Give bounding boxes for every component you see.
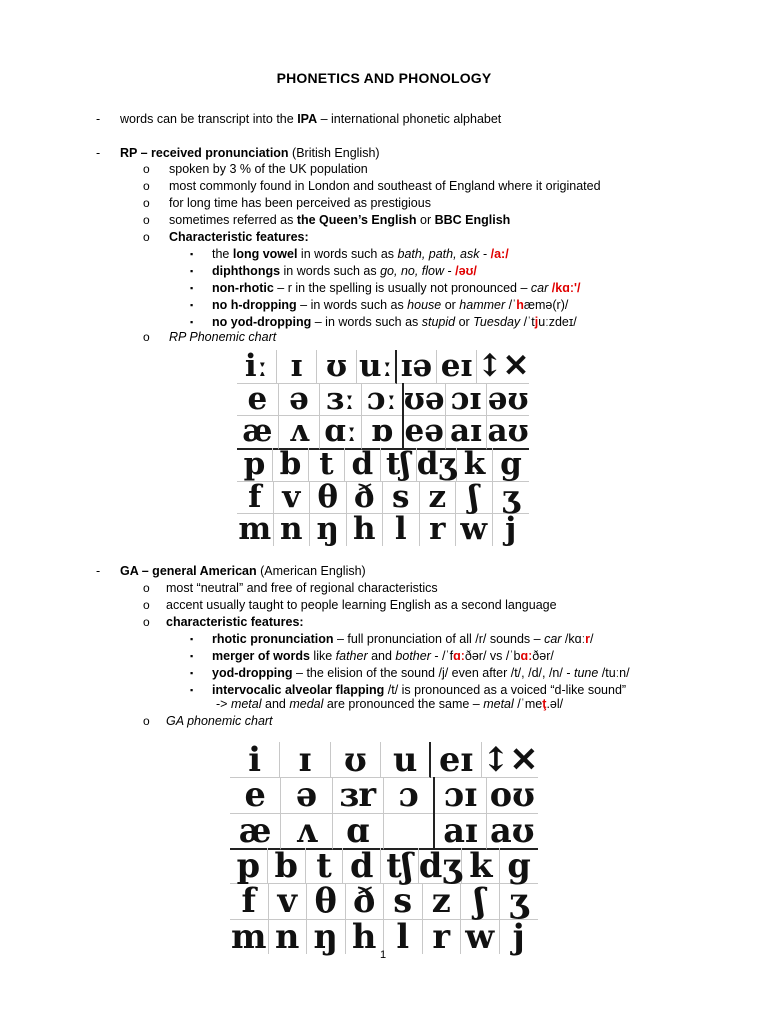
phoneme-symbol: əʊ [487, 380, 529, 417]
text: - /ˈf [430, 649, 454, 663]
ga-feature-1 [212, 631, 593, 648]
page-number: 1 [380, 949, 387, 961]
phoneme-symbol: w [461, 919, 500, 954]
phoneme-symbol: ŋ [310, 513, 347, 546]
chart-row [230, 809, 538, 850]
ga-phonemic-chart [230, 739, 538, 956]
text-bold: no yod-dropping [212, 315, 312, 329]
text: and [367, 649, 396, 663]
phoneme-symbol: θ [307, 883, 346, 919]
text-italic: metal [230, 697, 262, 711]
text-red: ɑː [453, 649, 465, 663]
text: /t/ is pronounced as a voiced “d-like sound” [384, 683, 627, 697]
phoneme-symbol: r [420, 513, 457, 546]
chart-row [237, 445, 529, 482]
phoneme-symbol: æ [237, 415, 279, 450]
text-red: /əʊ/ [455, 264, 477, 278]
phoneme-symbol: v [269, 883, 308, 919]
phoneme-symbol: ɜː [320, 383, 362, 417]
phoneme-symbol: ↕✕ [481, 739, 538, 779]
text-bold: BBC English [434, 213, 511, 227]
phoneme-symbol: z [423, 883, 462, 919]
text-italic: stupid [421, 315, 456, 329]
phoneme-symbol: j [512, 915, 525, 956]
phoneme-symbol: ɪə [397, 350, 437, 384]
text-red: /kɑː'/ [551, 281, 581, 295]
bullet-square: ▪ [190, 266, 194, 276]
text: /ˈ [505, 298, 517, 312]
ga-item-3: characteristic features: [166, 615, 304, 629]
phoneme-symbol: aɪ [446, 415, 488, 450]
phoneme-symbol: e [230, 777, 281, 813]
text-red: ţ [542, 697, 547, 711]
phoneme-symbol: ɒ [362, 415, 404, 450]
phoneme-symbol: e [237, 383, 279, 417]
rp-item-3: for long time has been perceived as prestigious [169, 196, 431, 210]
text-red: r [585, 632, 590, 646]
text: /tuːn/ [598, 666, 630, 680]
text-bold: long vowel [232, 247, 298, 261]
bullet-circle: o [143, 196, 150, 210]
text: /kɑː [561, 632, 586, 646]
bullet-dash: - [96, 146, 101, 160]
rp-item-2: most commonly found in London and southeast of England where it originated [169, 179, 601, 193]
bullet-dash: - [96, 112, 101, 126]
chart-row [237, 350, 529, 383]
phoneme-symbol: aʊ [487, 413, 529, 450]
phoneme-symbol: h [347, 513, 384, 546]
phoneme-symbol: θ [310, 481, 347, 515]
phoneme-symbol: z [420, 481, 457, 515]
bullet-circle: o [143, 162, 150, 176]
phoneme-symbol: t [309, 448, 345, 482]
bullet-circle: o [143, 213, 150, 227]
phoneme-symbol: v [274, 481, 311, 515]
bullet-circle: o [143, 714, 150, 728]
phoneme-symbol: ↕✕ [477, 348, 529, 384]
phoneme-symbol: ʊ [317, 350, 357, 384]
phoneme-symbol: p [230, 848, 268, 884]
text: – r in the spelling is usually not pronounced – [273, 281, 531, 295]
phoneme-symbol: oʊ [487, 777, 538, 813]
phoneme-symbol: eə [404, 413, 444, 450]
phoneme-symbol: tʃ [381, 848, 419, 884]
ga-heading-rest: (American English) [256, 564, 366, 578]
text: ðər/ vs /ˈb [464, 649, 521, 663]
phoneme-symbol: ɪ [280, 742, 330, 778]
text-italic: house [407, 298, 442, 312]
text-italic: father [335, 649, 368, 663]
text: /ˈt [520, 315, 535, 329]
text: or [441, 298, 460, 312]
bullet-circle: o [143, 230, 150, 244]
chart-row [230, 739, 538, 779]
phoneme-symbol: aɪ [435, 813, 486, 850]
phoneme-symbol: ɜr [333, 777, 384, 813]
rp-item-5: Characteristic features: [169, 230, 309, 244]
phoneme-symbol: uː [357, 350, 397, 384]
rp-item-4 [169, 212, 510, 229]
intro-line [120, 111, 501, 128]
text-bold: yod-dropping [212, 666, 293, 680]
phoneme-symbol: ʃ [456, 481, 493, 515]
phoneme-symbol: iː [237, 350, 277, 384]
phoneme-symbol: ɔ [384, 777, 435, 813]
bullet-square: ▪ [190, 300, 194, 310]
phoneme-symbol: ʌ [281, 813, 332, 850]
text: - [479, 247, 491, 261]
text-red: /a:/ [490, 247, 509, 261]
text: – full pronunciation of all /r/ sounds – [333, 632, 545, 646]
bullet-circle: o [143, 581, 150, 595]
text-italic: bath, path, ask [397, 247, 480, 261]
text-italic: go, no, flow [380, 264, 445, 278]
phoneme-symbol: g [493, 448, 529, 482]
phoneme-symbol: ð [347, 481, 384, 515]
ga-chart-label: GA phonemic chart [166, 714, 273, 728]
phoneme-symbol: m [231, 915, 267, 956]
text-italic: car [530, 281, 549, 295]
phoneme-symbol: f [230, 883, 269, 919]
text-red: h [516, 298, 524, 312]
text: æmə(r)/ [523, 298, 569, 312]
text: in words such as [280, 264, 381, 278]
intro-text-a: words can be transcript into the [120, 112, 298, 126]
phoneme-symbol: ə [279, 383, 321, 417]
phoneme-symbol: n [269, 919, 308, 954]
bullet-square: ▪ [190, 249, 194, 259]
ga-item-1: most “neutral” and free of regional characteristics [166, 581, 438, 595]
intro-ipa: IPA [297, 112, 318, 126]
bullet-square: ▪ [190, 317, 194, 327]
phoneme-symbol: p [237, 448, 273, 482]
phoneme-symbol: ʒ [493, 481, 530, 515]
text: .əl/ [546, 697, 564, 711]
text-bold: the Queen’s English [296, 213, 417, 227]
text-bold: non-rhotic [212, 281, 274, 295]
ga-feature-2 [212, 648, 554, 665]
text: are pronounced the same – [323, 697, 484, 711]
text: in words such as [297, 247, 398, 261]
phoneme-symbol: b [273, 448, 309, 482]
text-italic: tune [573, 666, 599, 680]
rp-feature-1 [212, 246, 509, 263]
phoneme-symbol: b [268, 848, 306, 884]
phoneme-symbol: h [346, 919, 385, 954]
ga-item-2: accent usually taught to people learning English as a second language [166, 598, 557, 612]
phoneme-symbol: m [237, 513, 274, 546]
text: – in words such as [296, 298, 408, 312]
phoneme-symbol: ŋ [307, 919, 346, 954]
phoneme-symbol: ð [346, 883, 385, 919]
text: -> [216, 697, 231, 711]
bullet-dash: - [96, 564, 101, 578]
text: uːzdeɪ/ [538, 315, 577, 329]
phoneme-symbol: l [384, 919, 423, 954]
phoneme-symbol: ʊə [403, 380, 445, 417]
rp-chart-label: RP Phonemic chart [169, 330, 277, 344]
phoneme-symbol: ə [281, 777, 332, 813]
bullet-square: ▪ [190, 283, 194, 293]
text-italic: medal [289, 697, 324, 711]
phoneme-symbol: f [237, 481, 274, 515]
text: or [455, 315, 474, 329]
text-bold: diphthongs [212, 264, 281, 278]
text-italic: bother [395, 649, 431, 663]
bullet-square: ▪ [190, 634, 194, 644]
ga-heading-bold: GA – general American [120, 564, 257, 578]
phoneme-symbol: dʒ [418, 844, 462, 885]
text-bold: no h-dropping [212, 298, 297, 312]
rp-phonemic-chart [237, 350, 529, 546]
ga-feature-3 [212, 665, 630, 682]
rp-heading-bold: RP – received pronunciation [120, 146, 289, 160]
rp-feature-3 [212, 280, 580, 297]
phoneme-symbol: æ [230, 813, 281, 850]
text: - [444, 264, 456, 278]
chart-row [237, 415, 529, 448]
phoneme-symbol: k [462, 848, 500, 884]
chart-row [237, 513, 529, 546]
phoneme-symbol: ɑː [320, 415, 362, 450]
phoneme-symbol: ɪ [277, 350, 317, 384]
phoneme-symbol: ɔː [362, 383, 404, 417]
rp-feature-4 [212, 297, 568, 314]
phoneme-symbol: ɔɪ [446, 383, 488, 417]
text: / [589, 632, 594, 646]
bullet-square: ▪ [190, 651, 194, 661]
rp-heading-rest: (British English) [288, 146, 380, 160]
phoneme-symbol: ʊ [331, 742, 381, 778]
text-italic: car [544, 632, 562, 646]
phoneme-symbol: ʃ [461, 883, 500, 919]
text-italic: metal [483, 697, 514, 711]
phoneme-symbol: d [343, 848, 381, 884]
text-bold: rhotic pronunciation [212, 632, 334, 646]
phoneme-symbol: ʒ [500, 883, 539, 919]
text: like [309, 649, 336, 663]
chart-row [230, 880, 538, 921]
bullet-square: ▪ [190, 668, 194, 678]
phoneme-symbol: dʒ [416, 445, 457, 482]
text-italic: Tuesday [473, 315, 521, 329]
chart-row [230, 774, 538, 815]
phoneme-symbol: u [381, 742, 431, 778]
bullet-circle: o [143, 330, 150, 344]
phoneme-symbol: s [384, 883, 423, 919]
phoneme-symbol: eɪ [437, 350, 477, 384]
phoneme-symbol: aʊ [487, 813, 538, 850]
text: and [261, 697, 290, 711]
phoneme-symbol: t [306, 848, 344, 884]
phoneme-symbol: n [274, 513, 311, 546]
phoneme-symbol: j [505, 511, 517, 548]
chart-row [230, 844, 538, 885]
rp-feature-2 [212, 263, 477, 280]
phoneme-symbol: k [457, 448, 493, 482]
text-bold: merger of words [212, 649, 310, 663]
intro-text-b: – international phonetic alphabet [317, 112, 502, 126]
text-red: j [534, 315, 539, 329]
text-bold: intervocalic alveolar flapping [212, 683, 385, 697]
phoneme-symbol: l [383, 513, 420, 546]
bullet-circle: o [143, 615, 150, 629]
text: – in words such as [311, 315, 422, 329]
phoneme-symbol: i [230, 742, 280, 778]
text: – the elision of the sound /j/ even after /t/, /d/, /n/ - [292, 666, 574, 680]
phoneme-symbol: s [383, 481, 420, 515]
rp-item-1: spoken by 3 % of the UK population [169, 162, 368, 176]
phoneme-symbol: eɪ [431, 742, 481, 778]
chart-row [237, 380, 529, 417]
phoneme-symbol: tʃ [381, 448, 417, 482]
text: the [212, 247, 233, 261]
phoneme-symbol: d [345, 448, 381, 482]
phoneme-symbol: g [500, 848, 538, 884]
text: sometimes referred as [169, 213, 297, 227]
ga-feature-4-continued [216, 696, 563, 713]
bullet-circle: o [143, 598, 150, 612]
phoneme-symbol: r [423, 919, 462, 954]
rp-heading [120, 145, 380, 162]
text-red: ɑː [520, 649, 533, 663]
chart-row [237, 478, 529, 515]
phoneme-symbol: w [456, 513, 493, 546]
text: ðər/ [532, 649, 554, 663]
phoneme-symbol: ʌ [279, 415, 321, 450]
page-title: PHONETICS AND PHONOLOGY [276, 70, 492, 86]
text-italic: hammer [459, 298, 506, 312]
phoneme-symbol: ɑ [333, 813, 384, 850]
text: or [416, 213, 435, 227]
bullet-circle: o [143, 179, 150, 193]
bullet-square: ▪ [190, 685, 194, 695]
ga-heading [120, 563, 366, 580]
text: /ˈme [513, 697, 543, 711]
phoneme-symbol: ɔɪ [435, 777, 486, 813]
